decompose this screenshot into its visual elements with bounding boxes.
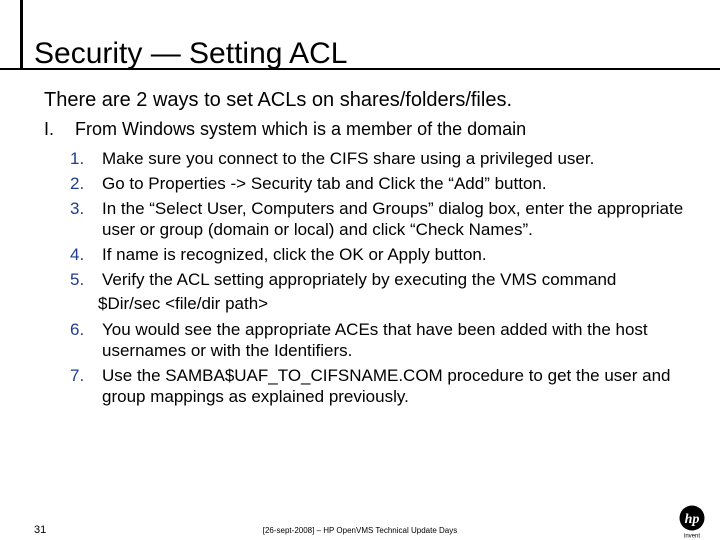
hp-logo-tagline: invent bbox=[683, 533, 701, 539]
step-item bbox=[70, 269, 710, 290]
vms-command: $Dir/sec <file/dir path> bbox=[98, 294, 269, 313]
step-item bbox=[70, 365, 710, 407]
step-text: In the “Select User, Computers and Groups” dialog box, enter the appropriate user or group (domain or local) and click “Check Names”. bbox=[102, 199, 684, 239]
step-number: 5. bbox=[70, 270, 85, 289]
section-heading bbox=[44, 118, 526, 140]
step-item bbox=[70, 173, 710, 194]
footer-caption: [26-sept-2008] – HP OpenVMS Technical Update Days bbox=[262, 526, 458, 535]
intro-text: There are 2 ways to set ACLs on shares/folders/files. bbox=[44, 89, 512, 111]
step-item bbox=[70, 198, 710, 240]
hp-logo-icon bbox=[676, 505, 708, 539]
step-number: 6. bbox=[70, 320, 85, 339]
step-item bbox=[70, 319, 710, 361]
step-number: 3. bbox=[70, 199, 85, 218]
step-text: Go to Properties -> Security tab and Click the “Add” button. bbox=[102, 174, 547, 193]
hp-logo-text: hp bbox=[684, 512, 700, 527]
section-text: From Windows system which is a member of the domain bbox=[75, 119, 527, 139]
step-text: You would see the appropriate ACEs that have been added with the host usernames or with the Identifiers. bbox=[102, 320, 648, 360]
step-text: If name is recognized, click the OK or Apply button. bbox=[102, 245, 487, 264]
steps-list bbox=[70, 148, 710, 411]
step-item bbox=[70, 244, 710, 265]
slide-title: Security — Setting ACL bbox=[34, 37, 348, 70]
section-number: I. bbox=[44, 119, 55, 139]
step-text: Use the SAMBA$UAF_TO_CIFSNAME.COM procedure to get the user and group mappings as explained previously. bbox=[102, 366, 671, 406]
step-number: 1. bbox=[70, 149, 85, 168]
step-number: 7. bbox=[70, 366, 85, 385]
step-text: Make sure you connect to the CIFS share using a privileged user. bbox=[102, 149, 595, 168]
step-item bbox=[70, 148, 710, 169]
title-accent-bar bbox=[20, 0, 23, 68]
page-number: 31 bbox=[34, 524, 47, 536]
step-number: 4. bbox=[70, 245, 85, 264]
step-text: Verify the ACL setting appropriately by executing the VMS command bbox=[102, 270, 617, 289]
step-number: 2. bbox=[70, 174, 85, 193]
